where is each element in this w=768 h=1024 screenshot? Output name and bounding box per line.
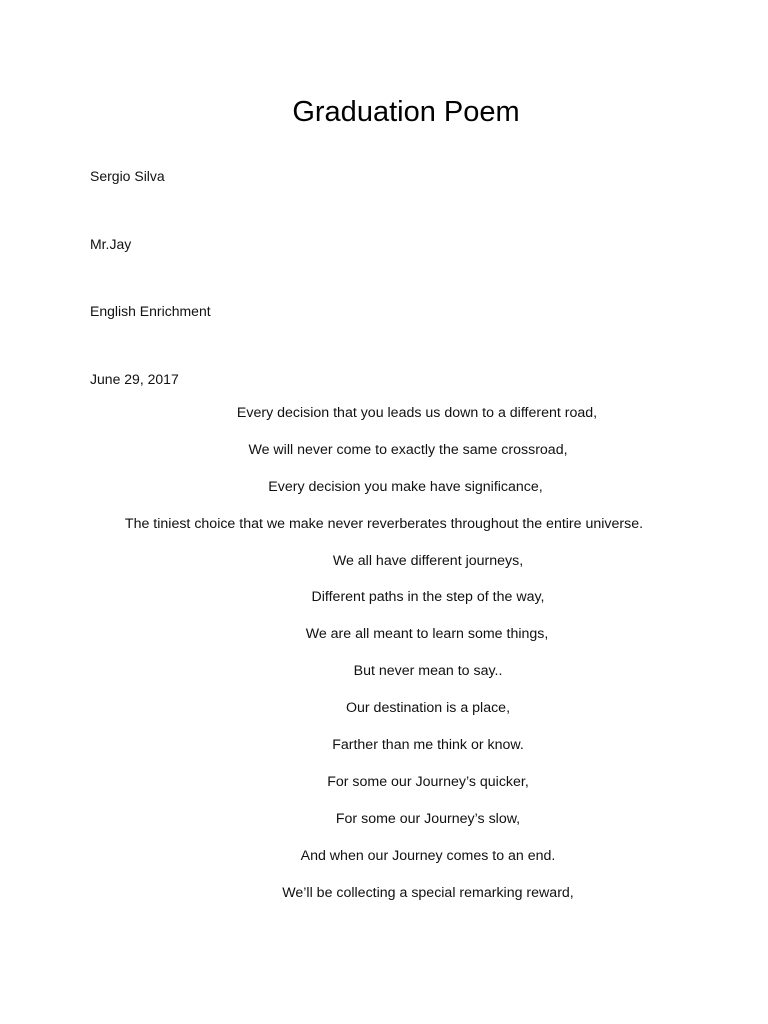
poem-line: For some our Journey’s slow, (335, 810, 521, 827)
teacher-name: Mr.Jay (90, 236, 132, 252)
poem-line: And when our Journey comes to an end. (300, 847, 556, 864)
poem-line: Farther than me think or know. (332, 737, 524, 754)
poem-body (0, 403, 768, 919)
poem-line: Different paths in the step of the way, (311, 589, 545, 606)
poem-line: But never mean to say.. (353, 663, 503, 680)
poem-line: For some our Journey’s quicker, (327, 773, 529, 790)
poem-line: We are all meant to learn some things, (305, 626, 549, 643)
poem-line: We’ll be collecting a special remarking reward, (282, 884, 574, 901)
poem-line: Every decision that you leads us down to a different road, (236, 405, 598, 421)
poem-line: The tiniest choice that we make never reverberates throughout the entire universe. (124, 515, 644, 532)
author-name: Sergio Silva (90, 168, 165, 184)
course-name: English Enrichment (90, 303, 211, 319)
poem-line: Our destination is a place, (345, 700, 511, 717)
poem-line: We will never come to exactly the same crossroad, (248, 441, 568, 458)
poem-line: Every decision you make have significance, (268, 478, 543, 495)
page-title: Graduation Poem (292, 96, 520, 128)
document-date: June 29, 2017 (90, 371, 179, 387)
poem-line: We all have different journeys, (332, 552, 524, 569)
